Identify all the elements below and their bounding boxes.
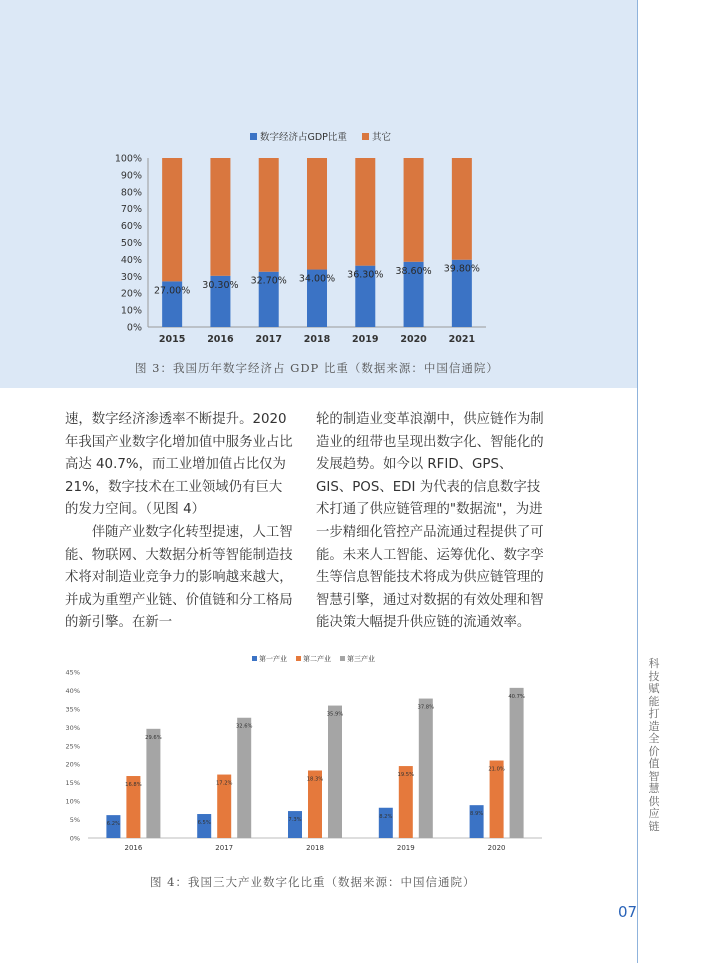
data-label: 37.8% bbox=[417, 704, 435, 711]
bar-other bbox=[404, 158, 424, 262]
y-tick-label: 60% bbox=[120, 221, 142, 233]
x-tick-label: 2020 bbox=[487, 844, 506, 852]
bar-other bbox=[210, 158, 230, 276]
x-tick-label: 2016 bbox=[124, 844, 143, 852]
y-tick-label: 40% bbox=[120, 254, 142, 266]
figure4-chart bbox=[0, 648, 637, 860]
bar-other bbox=[355, 158, 375, 266]
y-tick-label: 40% bbox=[65, 686, 80, 695]
y-tick-label: 10% bbox=[65, 797, 80, 806]
legend-label: 第二产业 bbox=[303, 655, 331, 663]
legend-swatch bbox=[362, 133, 369, 140]
y-tick-label: 25% bbox=[65, 742, 80, 751]
y-tick-label: 20% bbox=[120, 288, 142, 300]
x-tick-label: 2018 bbox=[306, 844, 324, 852]
bar-other bbox=[259, 158, 279, 272]
data-label: 6.2% bbox=[106, 821, 120, 828]
y-tick-label: 10% bbox=[120, 305, 142, 317]
data-label: 21.0% bbox=[488, 766, 505, 773]
x-tick-label: 2016 bbox=[207, 334, 234, 345]
y-tick-label: 15% bbox=[65, 779, 80, 788]
figure3-caption: 图 3：我国历年数字经济占 GDP 比重（数据来源：中国信通院） bbox=[135, 361, 499, 375]
bar-primary bbox=[470, 805, 484, 838]
x-tick-label: 2020 bbox=[400, 334, 427, 345]
data-label: 32.70% bbox=[250, 275, 287, 287]
y-tick-label: 30% bbox=[65, 723, 80, 732]
data-label: 27.00% bbox=[154, 285, 191, 297]
figure4-caption: 图 4：我国三大产业数字化比重（数据来源：中国信通院） bbox=[150, 875, 476, 889]
legend-swatch bbox=[340, 656, 345, 661]
paragraph: 伴随产业数字化转型提速，人工智能、物联网、大数据分析等智能制造技术将对制造业竞争力的影响越来越大，并成为重塑产业链、价值链和分工格局的新引擎。在新一 bbox=[65, 524, 293, 631]
data-label: 34.00% bbox=[298, 273, 336, 285]
y-tick-label: 0% bbox=[126, 322, 142, 334]
y-tick-label: 0% bbox=[69, 834, 80, 843]
y-tick-label: 5% bbox=[69, 816, 80, 825]
x-tick-label: 2019 bbox=[352, 334, 379, 345]
legend-swatch bbox=[250, 133, 257, 140]
data-label: 16.8% bbox=[125, 782, 142, 789]
y-tick-label: 70% bbox=[120, 204, 142, 216]
y-tick-label: 45% bbox=[65, 668, 80, 677]
data-label: 8.9% bbox=[470, 811, 484, 818]
data-label: 35.9% bbox=[326, 711, 344, 718]
figure3-chart bbox=[0, 120, 637, 350]
x-tick-label: 2021 bbox=[448, 334, 476, 345]
data-label: 18.3% bbox=[306, 776, 324, 783]
legend-label: 第一产业 bbox=[259, 655, 287, 663]
data-label: 32.6% bbox=[235, 723, 253, 730]
x-tick-label: 2017 bbox=[255, 334, 282, 345]
bar-tertiary bbox=[237, 718, 251, 838]
paragraph: 轮的制造业变革浪潮中，供应链作为制造业的纽带也呈现出数字化、智能化的发展趋势。如今以 RFID、GPS、GIS、POS、EDI 为代表的信息数字技术打通了供应链管理的"数据流"，为进一步精细化管控产品流通过程提供了可能。未来人工智能、运筹优化、数字孪生等信息智能技术将成为供应链管理的智慧引擎，通过对数据的有效处理和智能决策大幅提升供应链的流通效率。 bbox=[316, 412, 544, 631]
y-tick-label: 30% bbox=[120, 271, 142, 283]
bar-other bbox=[307, 158, 327, 270]
left-column bbox=[65, 409, 295, 635]
y-tick-label: 35% bbox=[65, 705, 80, 714]
side-rule bbox=[637, 0, 638, 963]
legend-swatch bbox=[296, 656, 301, 661]
bar-other bbox=[452, 158, 472, 260]
data-label: 39.80% bbox=[443, 263, 480, 275]
x-tick-label: 2015 bbox=[158, 334, 186, 345]
data-label: 7.3% bbox=[288, 817, 302, 824]
data-label: 19.5% bbox=[397, 772, 415, 779]
data-label: 36.30% bbox=[347, 269, 384, 281]
data-label: 38.60% bbox=[395, 265, 432, 277]
data-label: 8.2% bbox=[379, 813, 393, 820]
paragraph: 速，数字经济渗透率不断提升。2020 年我国产业数字化增加值中服务业占比高达 40.7%，而工业增加值占比仅为 21%，数字技术在工业领域仍有巨大的发力空间。（见图 4） bbox=[65, 412, 293, 518]
data-label: 30.30% bbox=[202, 279, 239, 291]
data-label: 29.6% bbox=[145, 734, 162, 741]
page-number: 07 bbox=[618, 903, 638, 921]
legend-label: 数字经济占GDP比重 bbox=[260, 132, 347, 143]
legend-label: 第三产业 bbox=[347, 655, 375, 663]
bar-primary bbox=[379, 808, 393, 838]
data-label: 6.5% bbox=[197, 820, 211, 827]
x-tick-label: 2017 bbox=[215, 844, 234, 852]
right-column bbox=[316, 409, 546, 635]
data-label: 17.2% bbox=[215, 780, 233, 787]
bar-tertiary bbox=[146, 729, 160, 838]
y-tick-label: 50% bbox=[120, 238, 142, 249]
bar-tertiary bbox=[510, 688, 524, 838]
bar-other bbox=[162, 158, 182, 281]
bar-primary bbox=[288, 811, 302, 838]
bar-tertiary bbox=[328, 706, 342, 838]
legend-swatch bbox=[252, 656, 257, 661]
x-tick-label: 2019 bbox=[396, 844, 415, 852]
data-label: 40.7% bbox=[508, 693, 525, 700]
side-section-title: 科技赋能打造全价值智慧供应链 bbox=[648, 657, 660, 833]
legend-label: 其它 bbox=[372, 132, 392, 143]
y-tick-label: 20% bbox=[65, 760, 80, 769]
y-tick-label: 90% bbox=[120, 170, 142, 182]
x-tick-label: 2018 bbox=[303, 334, 331, 345]
y-tick-label: 80% bbox=[120, 187, 142, 199]
y-tick-label: 100% bbox=[114, 153, 142, 165]
bar-tertiary bbox=[419, 699, 433, 838]
